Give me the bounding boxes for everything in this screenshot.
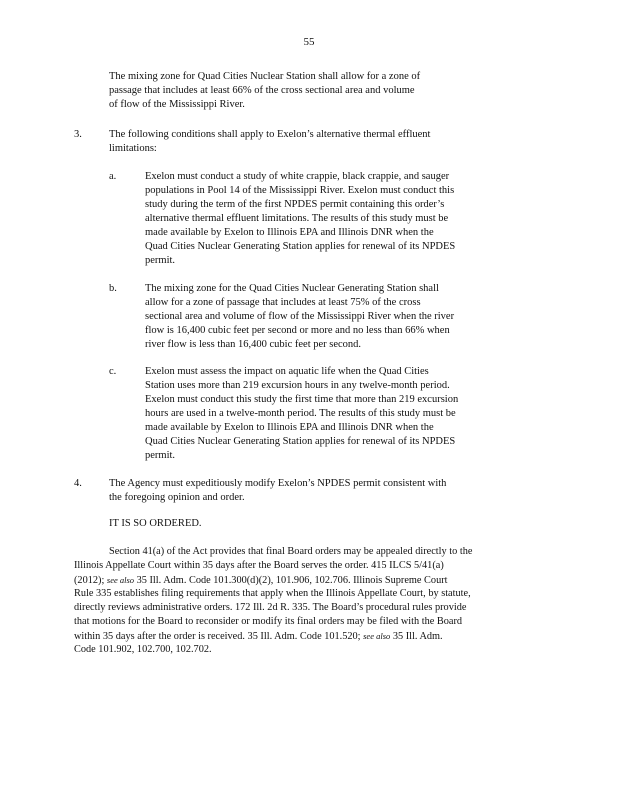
- intro-line: of flow of the Mississippi River.: [109, 99, 245, 110]
- item-3c-line: Exelon must conduct this study the first time that more than 219 excursion: [145, 394, 459, 405]
- item-3-paragraph: [109, 128, 430, 156]
- item-3c-line: hours are used in a twelve-month period. The results of this study must be: [145, 408, 456, 419]
- appeal-line: Section 41(a) of the Act provides that final Board orders may be appealed directly to the: [109, 546, 473, 557]
- item-3a-paragraph: [145, 170, 455, 268]
- item-3a-line: made available by Exelon to Illinois EPA and Illinois DNR when the: [145, 227, 434, 238]
- item-4-paragraph: [109, 477, 446, 505]
- item-3-line: The following conditions shall apply to Exelon’s alternative thermal effluent: [109, 129, 431, 140]
- so-ordered: IT IS SO ORDERED.: [109, 518, 202, 529]
- intro-line: The mixing zone for Quad Cities Nuclear Station shall allow for a zone of: [109, 71, 421, 82]
- intro-paragraph: [109, 70, 420, 112]
- citation-text: 35 Ill. Adm. Code 101.300(d)(2), 101.906, 102.706. Illinois Supreme Court: [136, 575, 448, 586]
- item-4-line: the foregoing opinion and order.: [109, 492, 245, 503]
- item-3c-line: Station uses more than 219 excursion hours in any twelve-month period.: [145, 380, 450, 391]
- citation-text: (2012);: [74, 575, 105, 586]
- item-3a-line: populations in Pool 14 of the Mississippi River. Exelon must conduct this: [145, 185, 455, 196]
- item-3a-line: alternative thermal effluent limitations. The results of this study must be: [145, 213, 449, 224]
- item-3b-line: river flow is less than 16,400 cubic feet per second.: [145, 339, 362, 350]
- see-also-signal: see also: [363, 631, 391, 641]
- appeal-line: [74, 573, 472, 587]
- item-3b-paragraph: [145, 282, 454, 352]
- item-3b-line: The mixing zone for the Quad Cities Nuclear Generating Station shall: [145, 283, 439, 294]
- item-3c-line: permit.: [145, 450, 176, 461]
- item-3a-line: study during the term of the first NPDES permit containing this order’s: [145, 199, 445, 210]
- item-3-number: 3.: [74, 129, 82, 140]
- item-3b-line: sectional area and volume of flow of the Mississippi River when the river: [145, 311, 455, 322]
- item-3b-line: allow for a zone of passage that includes at least 75% of the cross: [145, 297, 421, 308]
- appeal-line: Rule 335 establishes filing requirements that apply when the Illinois Appellate Court, by statute,: [74, 588, 471, 599]
- citation-text: 35 Ill. Adm.: [392, 631, 443, 642]
- item-3a-label: a.: [109, 171, 117, 182]
- appeal-line: [74, 629, 472, 643]
- item-3a-line: permit.: [145, 255, 176, 266]
- item-3b-line: flow is 16,400 cubic feet per second or more and no less than 66% when: [145, 325, 450, 336]
- appeal-line: directly reviews administrative orders. 172 Ill. 2d R. 335. The Board’s procedural rules provide: [74, 602, 467, 613]
- appeal-line: Illinois Appellate Court within 35 days after the Board serves the order. 415 ILCS 5/41(a): [74, 560, 444, 571]
- appeal-line: Code 101.902, 102.700, 102.702.: [74, 644, 212, 655]
- item-3b-label: b.: [109, 283, 117, 294]
- item-4-line: The Agency must expeditiously modify Exelon’s NPDES permit consistent with: [109, 478, 447, 489]
- intro-line: passage that includes at least 66% of the cross sectional area and volume: [109, 85, 415, 96]
- item-3c-line: Quad Cities Nuclear Generating Station applies for renewal of its NPDES: [145, 436, 456, 447]
- item-3c-line: made available by Exelon to Illinois EPA and Illinois DNR when the: [145, 422, 434, 433]
- item-3-line: limitations:: [109, 143, 157, 154]
- item-3a-line: Exelon must conduct a study of white crappie, black crappie, and sauger: [145, 171, 450, 182]
- item-3c-paragraph: [145, 365, 458, 463]
- citation-text: within 35 days after the order is received. 35 Ill. Adm. Code 101.520;: [74, 631, 361, 642]
- item-3c-label: c.: [109, 366, 117, 377]
- item-4-number: 4.: [74, 478, 82, 489]
- item-3c-line: Exelon must assess the impact on aquatic life when the Quad Cities: [145, 366, 429, 377]
- item-3a-line: Quad Cities Nuclear Generating Station applies for renewal of its NPDES: [145, 241, 456, 252]
- see-also-signal: see also: [106, 575, 135, 585]
- page-number: 55: [303, 36, 315, 48]
- appeal-line: that motions for the Board to reconsider or modify its final orders may be filed with the Board: [74, 616, 463, 627]
- appeal-paragraph: [74, 545, 472, 657]
